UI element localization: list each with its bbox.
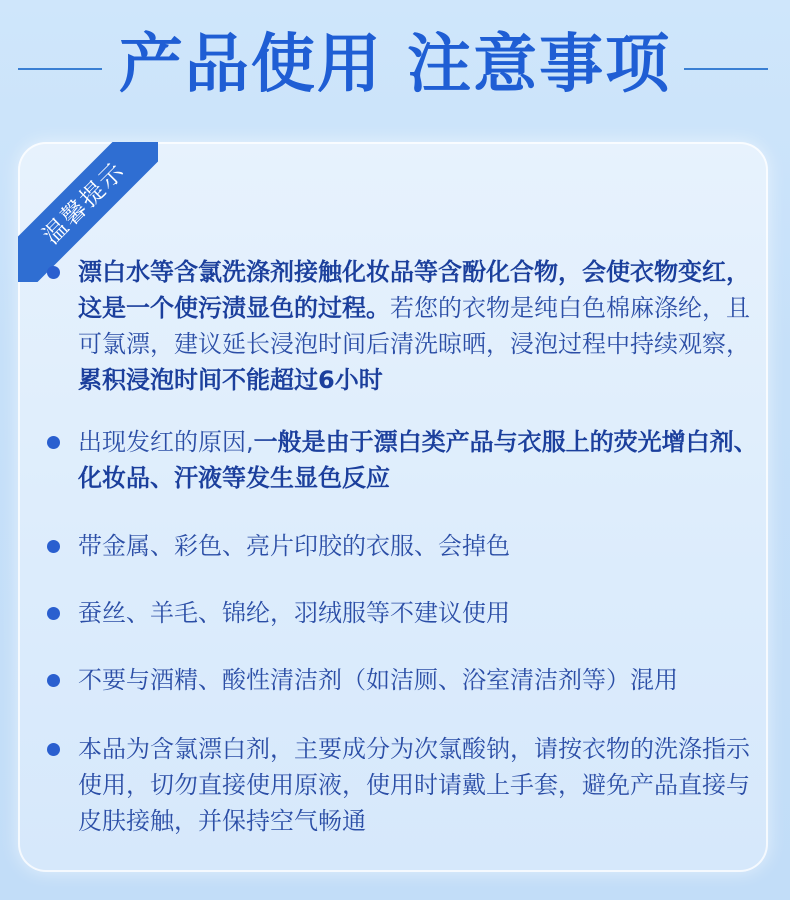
- normal-text: 出现发红的原因,: [78, 428, 254, 456]
- header: [0, 18, 790, 118]
- list-item-text: [78, 254, 758, 398]
- list-item-text: 本品为含氯漂白剂，主要成分为次氯酸钠，请按衣物的洗涤指示使用，切勿直接使用原液，使用时请戴上手套，避免产品直接与皮肤接触，并保持空气畅通: [78, 735, 750, 835]
- page-title: 产品使用 注意事项: [118, 28, 672, 102]
- bullet-dot: [47, 674, 60, 687]
- list-item-text: [78, 424, 758, 496]
- notice-card: [18, 142, 768, 872]
- list-item-text: 不要与酒精、酸性清洁剂（如洁厕、浴室清洁剂等）混用: [78, 666, 678, 694]
- badge-warm-tip: 温馨提示: [18, 142, 158, 282]
- list-item-text: 蚕丝、羊毛、锦纶，羽绒服等不建议使用: [78, 599, 510, 627]
- bullet-dot: [47, 540, 60, 553]
- bullet-dot: [47, 607, 60, 620]
- highlight-text: 漂白水等含氯洗涤剂接触化妆品等含酚化合物，会使衣物变红，这是一个使污渍显色的过程。: [78, 258, 750, 322]
- highlight-text: 累积浸泡时间不能超过6小时: [78, 366, 383, 394]
- bullet-dot: [47, 743, 60, 756]
- header-divider-right: [684, 68, 768, 70]
- highlight-text: 一般是由于漂白类产品与衣服上的荧光增白剂、化妆品、汗液等发生显色反应: [78, 428, 758, 492]
- list-item-text: 带金属、彩色、亮片印胶的衣服、会掉色: [78, 532, 510, 560]
- normal-text: 若您的衣物是纯白色棉麻涤纶，且可氯漂，建议延长浸泡时间后清洗晾晒，浸泡过程中持续观察，: [78, 294, 750, 358]
- bullet-dot: [47, 436, 60, 449]
- bullet-dot: [47, 266, 60, 279]
